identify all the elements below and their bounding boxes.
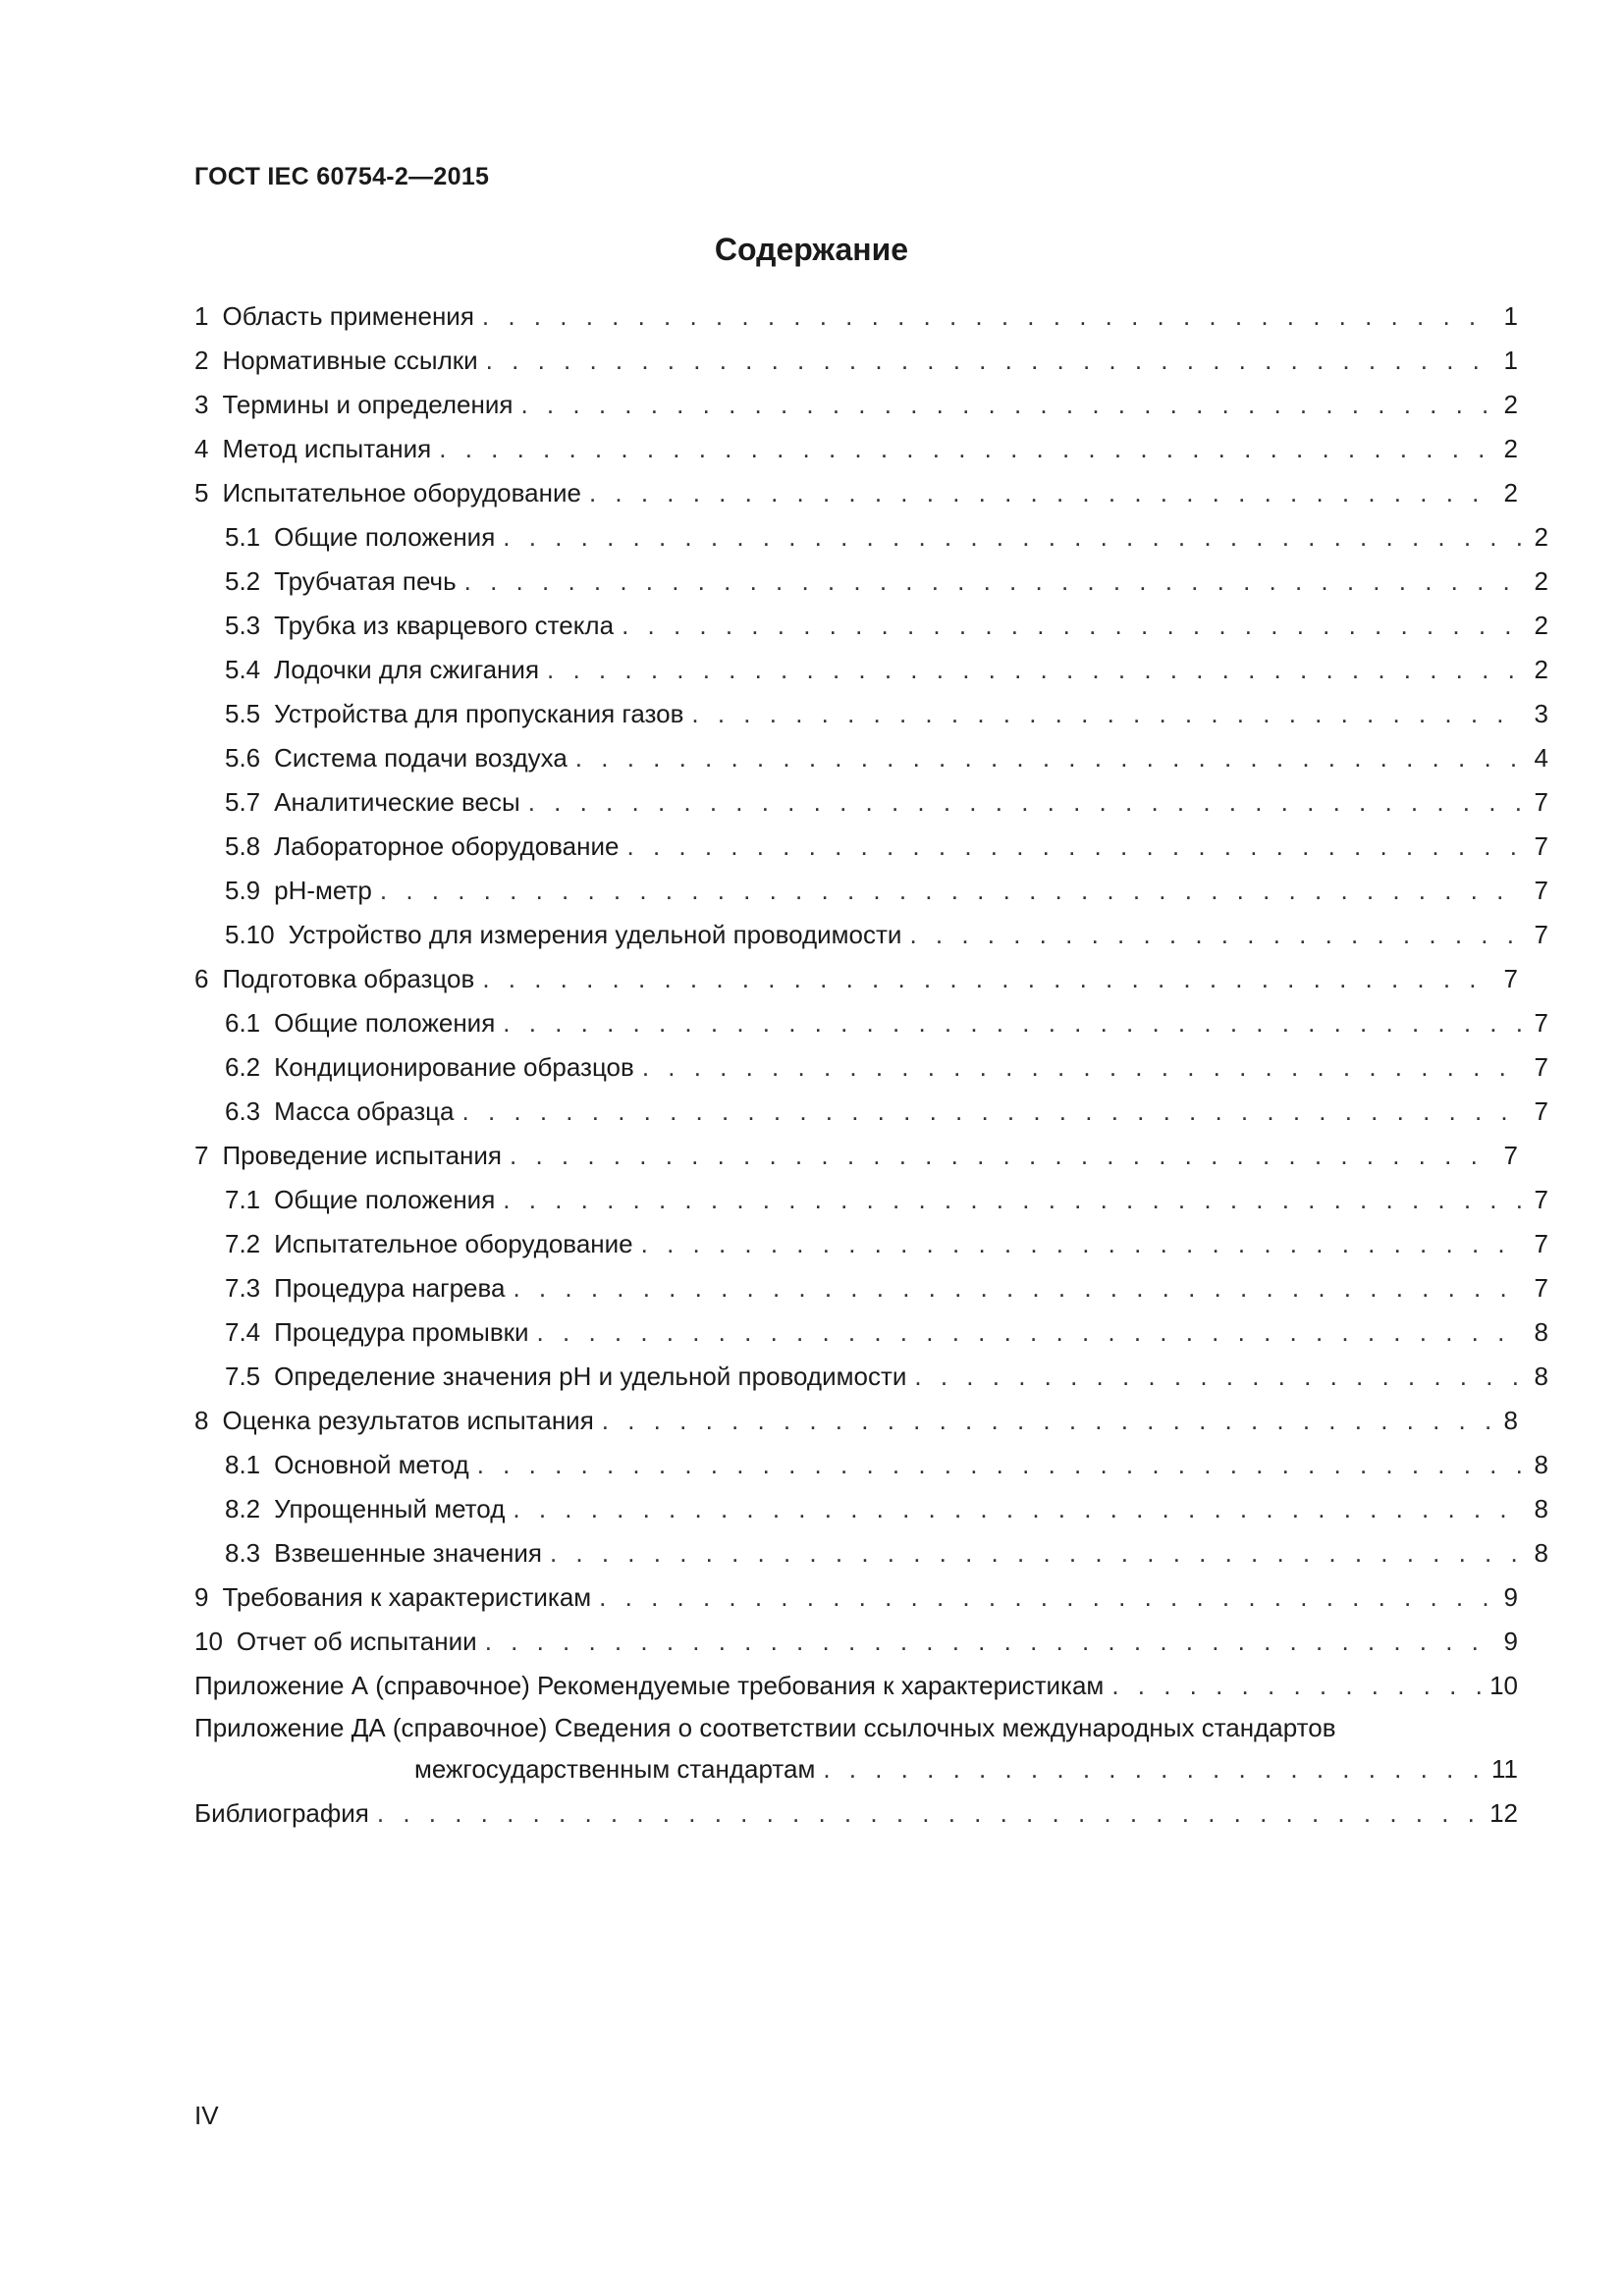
toc-entry-page: 8 (1534, 1362, 1548, 1391)
toc-entry-page: 8 (1534, 1494, 1548, 1523)
toc-entry-page: 2 (1534, 655, 1548, 684)
toc-entry[interactable] (194, 1134, 1518, 1178)
toc-entry-label: Испытательное оборудование (222, 478, 581, 507)
toc-entry[interactable] (194, 1443, 1548, 1487)
toc-entry-label: Метод испытания (222, 434, 432, 463)
toc-entry-number: 3 (194, 390, 209, 419)
toc-entry-label: Общие положения (274, 522, 496, 552)
toc-entry-page: 11 (1491, 1754, 1518, 1784)
toc-entry-page: 2 (1503, 390, 1518, 419)
toc-entry-page: 1 (1503, 301, 1518, 331)
toc-entry-page: 7 (1503, 964, 1518, 993)
toc-entry-page: 2 (1534, 611, 1548, 640)
toc-entry[interactable] (194, 515, 1548, 560)
dot-leader (627, 825, 1526, 869)
toc-entry-page: 8 (1503, 1406, 1518, 1435)
toc-entry[interactable] (194, 780, 1548, 825)
toc-entry-label: Трубка из кварцевого стекла (274, 611, 615, 640)
toc-entry-label: Требования к характеристикам (222, 1582, 592, 1612)
toc-entry-number: 5.6 (225, 743, 261, 773)
toc-entry-page: 7 (1503, 1141, 1518, 1170)
dot-leader (528, 780, 1525, 825)
toc-entry-page: 10 (1489, 1671, 1518, 1700)
toc-entry-page: 1 (1503, 346, 1518, 375)
toc-appendix-a[interactable] (194, 1664, 1518, 1708)
toc-entry-number: 9 (194, 1582, 209, 1612)
toc-entry-label: Трубчатая печь (274, 566, 457, 596)
dot-leader (462, 1090, 1525, 1134)
toc-entry-number: 5.5 (225, 699, 261, 728)
dot-leader (575, 736, 1525, 780)
dot-leader (380, 869, 1525, 913)
toc-entry[interactable] (194, 957, 1518, 1001)
toc-entry[interactable] (194, 1355, 1548, 1399)
toc-bibliography[interactable] (194, 1791, 1518, 1836)
toc-entry-number: 6.2 (225, 1052, 261, 1082)
page-number: IV (194, 2101, 219, 2130)
toc-entry[interactable] (194, 648, 1548, 692)
dot-leader (537, 1310, 1525, 1355)
dot-leader (550, 1531, 1525, 1575)
toc-entry[interactable] (194, 825, 1548, 869)
toc-entry-label: Масса образца (274, 1096, 455, 1126)
toc-entry-number: 4 (194, 434, 209, 463)
toc-entry-label: Основной метод (274, 1450, 469, 1479)
toc-entry-page: 7 (1534, 787, 1548, 817)
toc-entry-label: Процедура промывки (274, 1317, 529, 1347)
toc-entry-label: Аналитические весы (274, 787, 520, 817)
toc-entry-page: 7 (1534, 1052, 1548, 1082)
dot-leader (503, 1178, 1525, 1222)
dot-leader (602, 1399, 1494, 1443)
toc-entry-label: Общие положения (274, 1185, 496, 1214)
toc-entry[interactable] (194, 869, 1548, 913)
toc-entry-page: 8 (1534, 1317, 1548, 1347)
toc-entry-label: Упрощенный метод (274, 1494, 506, 1523)
toc-entry-label: Устройства для пропускания газов (274, 699, 684, 728)
dot-leader (691, 692, 1525, 736)
dot-leader (486, 339, 1494, 383)
toc-entry-label: Отчет об испытании (236, 1627, 477, 1656)
dot-leader (439, 427, 1494, 471)
toc-entry-number: 7.4 (225, 1317, 261, 1347)
dot-leader (823, 1747, 1484, 1791)
toc-entry-page: 2 (1534, 522, 1548, 552)
toc-entry-number: 5.7 (225, 787, 261, 817)
dot-leader (914, 1355, 1525, 1399)
toc-entry-number: 7.5 (225, 1362, 261, 1391)
toc-entry-label: Испытательное оборудование (274, 1229, 633, 1258)
toc-entry-number: 6.1 (225, 1008, 261, 1038)
toc-entry[interactable] (194, 1620, 1518, 1664)
toc-entry-label: Кондиционирование образцов (274, 1052, 634, 1082)
dot-leader (599, 1575, 1494, 1620)
toc-entry-number: 7.1 (225, 1185, 261, 1214)
toc-entry[interactable] (194, 736, 1548, 780)
toc-entry-page: 8 (1534, 1538, 1548, 1568)
toc-entry-label: Лодочки для сжигания (274, 655, 540, 684)
toc-entry-number: 6.3 (225, 1096, 261, 1126)
toc-entry-page: 3 (1534, 699, 1548, 728)
dot-leader (510, 1134, 1494, 1178)
toc-entry-page: 7 (1534, 876, 1548, 905)
toc-entry-number: 2 (194, 346, 209, 375)
toc-entry-label: Подготовка образцов (222, 964, 475, 993)
toc-entry-page: 12 (1489, 1798, 1518, 1828)
dot-leader (589, 471, 1494, 515)
dot-leader (520, 383, 1494, 427)
toc-entry-number: 8.3 (225, 1538, 261, 1568)
toc-entry-label: Приложение ДА (справочное) Сведения о соответствии ссылочных международных стандартов (194, 1713, 1336, 1742)
toc-entry-label: Процедура нагрева (274, 1273, 506, 1303)
toc-entry[interactable] (194, 427, 1518, 471)
toc-entry-number: 5.2 (225, 566, 261, 596)
toc-entry-page: 9 (1503, 1582, 1518, 1612)
toc-entry-number: 5.4 (225, 655, 261, 684)
toc-entry[interactable] (194, 560, 1548, 604)
toc-entry-label: Приложение А (справочное) Рекомендуемые требования к характеристикам (194, 1671, 1105, 1700)
toc-entry-page: 7 (1534, 1096, 1548, 1126)
toc-entry-page: 2 (1534, 566, 1548, 596)
dot-leader (547, 648, 1525, 692)
dot-leader (464, 560, 1525, 604)
toc-entry-number: 8.1 (225, 1450, 261, 1479)
dot-leader (482, 294, 1494, 339)
toc-entry-label: Область применения (222, 301, 474, 331)
dot-leader (503, 515, 1525, 560)
toc-entry-label: Система подачи воздуха (274, 743, 568, 773)
toc-entry-number: 5 (194, 478, 209, 507)
toc-entry[interactable] (194, 1575, 1518, 1620)
toc-entry-label: Общие положения (274, 1008, 496, 1038)
toc-entry-label: межгосударственным стандартам (414, 1754, 816, 1784)
toc-entry-page: 9 (1503, 1627, 1518, 1656)
toc-entry[interactable] (194, 1090, 1548, 1134)
toc-entry[interactable] (194, 1531, 1548, 1575)
toc-entry-number: 10 (194, 1627, 223, 1656)
toc-entry[interactable] (194, 339, 1518, 383)
toc-entry[interactable] (194, 1487, 1548, 1531)
toc-entry-number: 5.10 (225, 920, 275, 949)
page-title: Содержание (714, 232, 909, 267)
toc-entry-page: 7 (1534, 920, 1548, 949)
toc-entry-page: 7 (1534, 1008, 1548, 1038)
dot-leader (482, 957, 1494, 1001)
document-id: ГОСТ IEC 60754-2—2015 (194, 163, 490, 190)
dot-leader (642, 1045, 1525, 1090)
toc-entry-page: 8 (1534, 1450, 1548, 1479)
toc-entry-number: 5.8 (225, 831, 261, 861)
toc-entry-page: 7 (1534, 1273, 1548, 1303)
toc-entry[interactable] (194, 1266, 1548, 1310)
toc-entry-number: 6 (194, 964, 209, 993)
toc-entry-number: 7 (194, 1141, 209, 1170)
toc-entry[interactable] (194, 604, 1548, 648)
dot-leader (477, 1443, 1525, 1487)
toc-entry-label: Термины и определения (222, 390, 514, 419)
toc-entry[interactable] (194, 913, 1548, 957)
dot-leader (1111, 1664, 1482, 1708)
toc-entry[interactable] (194, 1399, 1518, 1443)
toc-entry-label: Лабораторное оборудование (274, 831, 620, 861)
toc-entry-number: 7.2 (225, 1229, 261, 1258)
toc-entry[interactable] (194, 1178, 1548, 1222)
toc-entry[interactable] (194, 1310, 1548, 1355)
toc-entry[interactable] (194, 692, 1548, 736)
toc-entry[interactable] (194, 383, 1518, 427)
toc-entry-label: Нормативные ссылки (222, 346, 478, 375)
toc-entry-page: 7 (1534, 1229, 1548, 1258)
toc-entry-label: Проведение испытания (222, 1141, 503, 1170)
toc-entry-label: Определение значения pH и удельной проводимости (274, 1362, 907, 1391)
toc-entry-number: 1 (194, 301, 209, 331)
toc-entry[interactable] (194, 1001, 1548, 1045)
toc-appendix-da-continued[interactable] (194, 1747, 1518, 1791)
dot-leader (622, 604, 1525, 648)
dot-leader (377, 1791, 1482, 1836)
toc-entry-label: Библиография (194, 1798, 369, 1828)
toc-entry-number: 8.2 (225, 1494, 261, 1523)
toc-entry-number: 8 (194, 1406, 209, 1435)
dot-leader (641, 1222, 1525, 1266)
toc-entry-label: pH-метр (274, 876, 372, 905)
dot-leader (513, 1487, 1525, 1531)
toc-entry[interactable] (194, 294, 1518, 339)
toc-entry-page: 2 (1503, 434, 1518, 463)
toc-entry-page: 2 (1503, 478, 1518, 507)
toc-appendix-da[interactable] (194, 1708, 1518, 1747)
toc-entry-label: Взвешенные значения (274, 1538, 542, 1568)
table-of-contents (194, 294, 1548, 1836)
toc-entry[interactable] (194, 1222, 1548, 1266)
toc-entry-label: Устройство для измерения удельной проводимости (288, 920, 902, 949)
toc-entry[interactable] (194, 1045, 1548, 1090)
dot-leader (513, 1266, 1525, 1310)
dot-leader (485, 1620, 1494, 1664)
toc-entry-number: 5.1 (225, 522, 261, 552)
toc-entry-number: 7.3 (225, 1273, 261, 1303)
toc-entry-number: 5.3 (225, 611, 261, 640)
toc-entry-page: 7 (1534, 1185, 1548, 1214)
toc-entry-page: 4 (1534, 743, 1548, 773)
toc-entry-number: 5.9 (225, 876, 261, 905)
toc-entry[interactable] (194, 471, 1518, 515)
dot-leader (503, 1001, 1525, 1045)
toc-entry-page: 7 (1534, 831, 1548, 861)
dot-leader (909, 913, 1525, 957)
toc-entry-label: Оценка результатов испытания (222, 1406, 594, 1435)
